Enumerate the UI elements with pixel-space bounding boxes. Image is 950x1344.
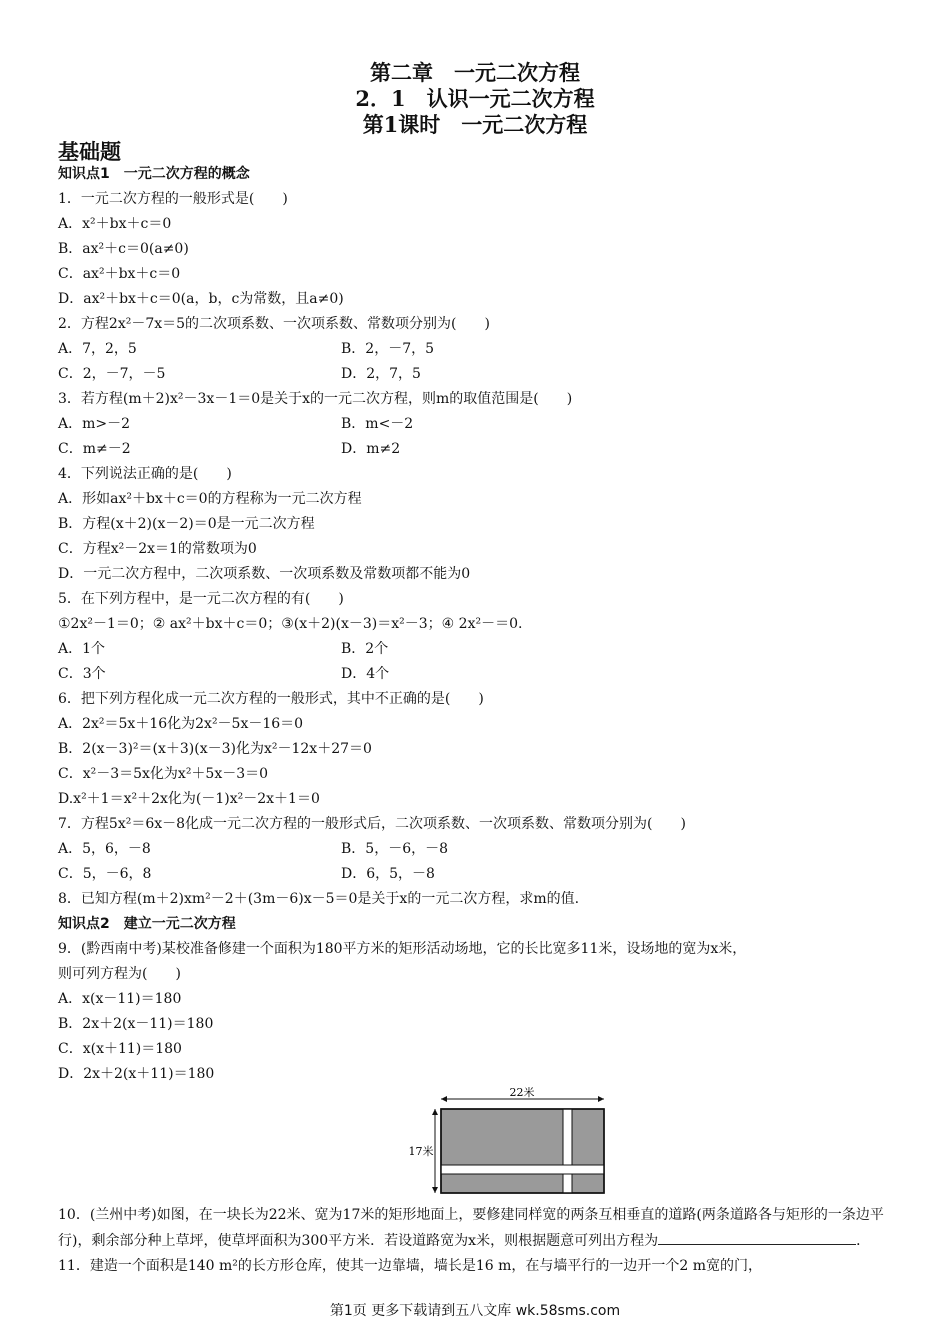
q6-option-d: D.x²＋1＝x²＋2x化为(－1)x²－2x＋1＝0: [58, 791, 320, 807]
q8-stem: 8．已知方程(m＋2)xm²－2＋(3m－6)x－5＝0是关于x的一元二次方程，求m的值.: [58, 891, 580, 907]
q1-option-b: B．ax²＋c＝0(a≠0): [58, 241, 189, 257]
q1-option-a: A．x²＋bx＋c＝0: [58, 216, 172, 232]
height-arrow-bottom: [432, 1187, 438, 1193]
q5-options-row1: [58, 637, 898, 662]
question-list: [58, 162, 898, 1279]
width-arrow-right: [598, 1096, 604, 1102]
q3-option-a: A．m>－2: [58, 416, 131, 432]
width-arrow-left: [441, 1096, 447, 1102]
q4-option-b: B．方程(x＋2)(x－2)＝0是一元二次方程: [58, 516, 315, 532]
q5-options-row2: [58, 662, 898, 687]
q7-stem: 7．方程5x²＝6x－8化成一元二次方程的一般形式后，二次项系数、一次项系数、常数项分别为( ): [58, 816, 686, 832]
q6-stem: 6．把下列方程化成一元二次方程的一般形式，其中不正确的是( ): [58, 691, 484, 707]
road-intersection: [564, 1166, 571, 1173]
q7-options-row1: [58, 837, 898, 862]
q9-option-b: B．2x＋2(x－11)＝180: [58, 1016, 214, 1032]
q1-stem: 1．一元二次方程的一般形式是( ): [58, 191, 288, 207]
vertical-road: [563, 1109, 572, 1193]
q2-option-a: A．7，2，5: [58, 341, 137, 357]
q3-options-row1: [58, 412, 898, 437]
q10-end: ．: [856, 1233, 871, 1249]
q10-block: [58, 1203, 898, 1254]
section-title: 2．1 认识一元二次方程: [355, 86, 595, 111]
q2-options-row1: [58, 337, 898, 362]
page-footer: 第1页 更多下载请到五八文库 wk.58sms.com: [329, 1303, 621, 1319]
q6-option-b: B．2(x－3)²＝(x＋3)(x－3)化为x²－12x＋27＝0: [58, 741, 372, 757]
chapter-title: 第二章 一元二次方程: [370, 60, 580, 85]
q10-stem: 10．(兰州中考)如图，在一块长为22米、宽为17米的矩形地面上，要修建同样宽的两条互相垂直的道路(两条道路各与矩形的一条边平行)，剩余部分种上草坪，使草坪面积为300平方米．若设道路宽为x米，则根据题意可列出方程为: [58, 1207, 884, 1249]
q2-option-b: B．2，－7，5: [341, 341, 435, 357]
q2-options-row2: [58, 362, 898, 387]
lesson-title: 第1课时 一元二次方程: [362, 112, 588, 137]
q7-option-d: D．6，5，－8: [341, 866, 435, 882]
q9-stem-line2: 则可列方程为( ): [58, 966, 181, 982]
q6-option-c: C．x²－3＝5x化为x²＋5x－3＝0: [58, 766, 269, 782]
horizontal-road: [441, 1165, 604, 1174]
q9-option-a: A．x(x－11)＝180: [58, 991, 182, 1007]
knowledge-point-2: 知识点2 建立一元二次方程: [58, 916, 236, 932]
q4-stem: 4．下列说法正确的是( ): [58, 466, 232, 482]
q5-option-c: C．3个: [58, 666, 106, 682]
rectangle-road-diagram: [391, 1087, 611, 1195]
q7-option-b: B．5，－6，－8: [341, 841, 449, 857]
q2-stem: 2．方程2x²－7x＝5的二次项系数、一次项系数、常数项分别为( ): [58, 316, 490, 332]
q2-option-c: C．2，－7，－5: [58, 366, 166, 382]
q2-option-d: D．2，7，5: [341, 366, 421, 382]
q3-options-row2: [58, 437, 898, 462]
title-block: [0, 60, 950, 138]
q3-stem: 3．若方程(m＋2)x²－3x－1＝0是关于x的一元二次方程，则m的取值范围是( ): [58, 391, 573, 407]
q1-option-c: C．ax²＋bx＋c＝0: [58, 266, 181, 282]
q9-option-d: D．2x＋2(x＋11)＝180: [58, 1066, 215, 1082]
q7-option-a: A．5，6，－8: [58, 841, 151, 857]
height-arrow-top: [432, 1109, 438, 1115]
q5-option-b: B．2个: [341, 641, 389, 657]
q6-option-a: A．2x²＝5x＋16化为2x²－5x－16＝0: [58, 716, 304, 732]
section-heading: 基础题: [58, 140, 121, 164]
q3-option-b: B．m<－2: [341, 416, 414, 432]
q4-option-d: D．一元二次方程中，二次项系数、一次项系数及常数项都不能为0: [58, 566, 471, 582]
q3-option-d: D．m≠2: [341, 441, 401, 457]
lawn-rectangle: [441, 1109, 604, 1193]
q7-options-row2: [58, 862, 898, 887]
knowledge-point-1: 知识点1 一元二次方程的概念: [58, 166, 250, 182]
width-label: 22米: [509, 1087, 535, 1099]
q3-option-c: C．m≠－2: [58, 441, 131, 457]
q10-answer-blank: [658, 1228, 856, 1245]
q5-equation-list: ①2x²－1＝0；② ax²＋bx＋c＝0；③(x＋2)(x－3)＝x²－3；④ 2x²－＝0.: [58, 616, 523, 632]
q11-stem: 11．建造一个面积是140 m²的长方形仓库，使其一边靠墙，墙长是16 m，在与墙平行的一边开一个2 m宽的门，: [58, 1258, 763, 1274]
q9-option-c: C．x(x＋11)＝180: [58, 1041, 182, 1057]
q7-option-c: C．5，－6，8: [58, 866, 152, 882]
q5-stem: 5．在下列方程中，是一元二次方程的有( ): [58, 591, 344, 607]
q9-stem-line1: 9．(黔西南中考)某校准备修建一个面积为180平方米的矩形活动场地，它的长比宽多11米，设场地的宽为x米，: [58, 941, 747, 957]
field-figure: [58, 1087, 898, 1199]
q5-option-d: D．4个: [341, 666, 390, 682]
height-label: 17米: [408, 1145, 434, 1158]
q5-option-a: A．1个: [58, 641, 106, 657]
q4-option-c: C．方程x²－2x＝1的常数项为0: [58, 541, 257, 557]
q4-option-a: A．形如ax²＋bx＋c＝0的方程称为一元二次方程: [58, 491, 362, 507]
q1-option-d: D．ax²＋bx＋c＝0(a，b，c为常数，且a≠0): [58, 291, 344, 307]
